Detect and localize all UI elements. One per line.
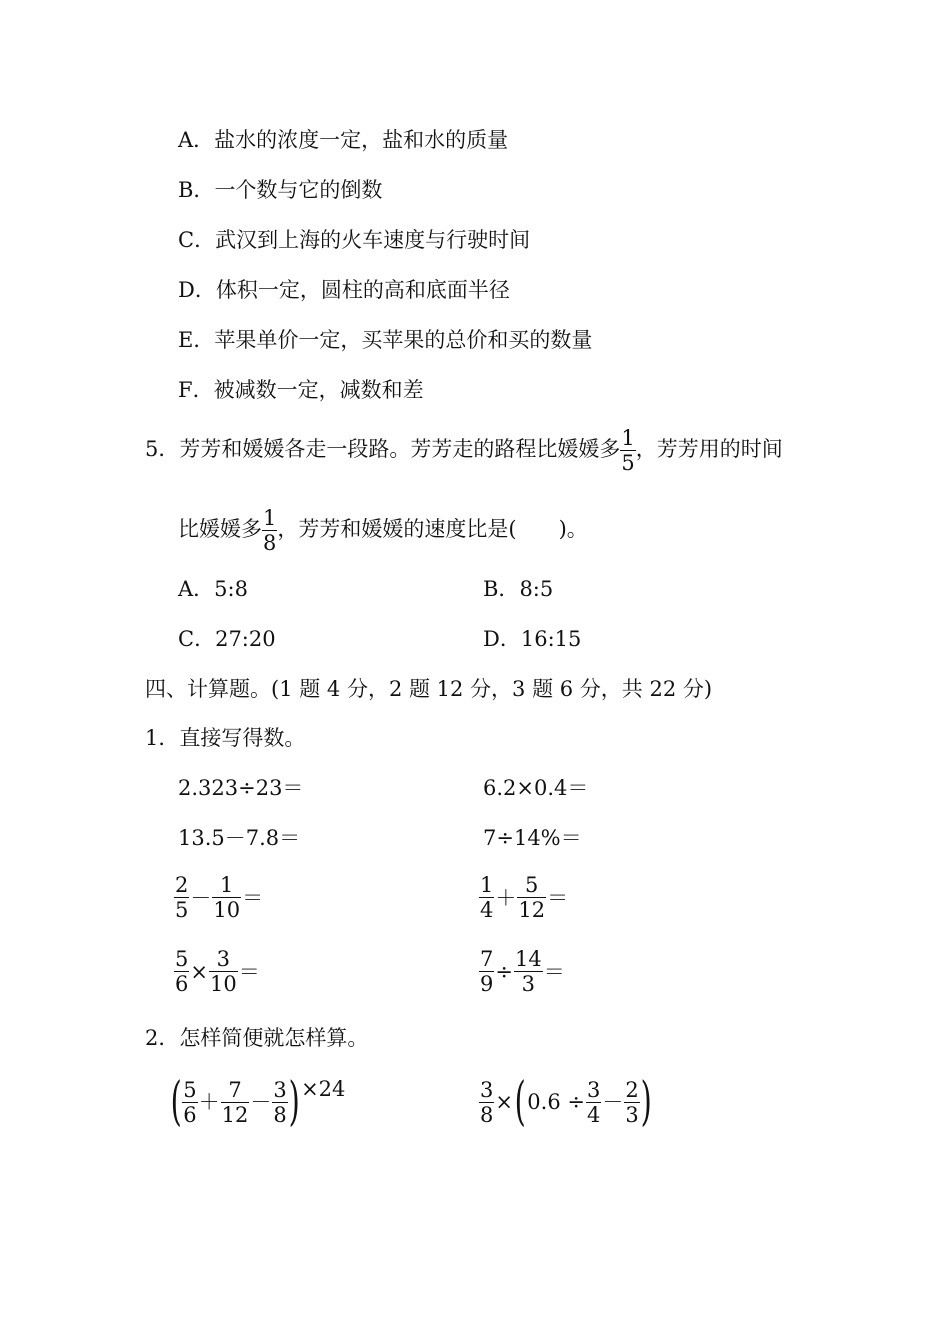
option-e: E．苹果单价一定，买苹果的总价和买的数量 [178,328,593,352]
q5-option-b: B．8:5 [483,577,554,601]
fraction: $\frac{1}{8}$ [263,506,277,555]
calc-item: 2.323÷23＝ [178,776,304,800]
question-5-line1: 5．芳芳和媛媛各走一段路。芳芳走的路程比媛媛多 $\frac{1}{5}$ ，芳芳用的时间 [145,426,783,475]
calc-fraction-item: $\frac{5}{6}$ × $\frac{3}{10}$ ＝ [175,947,260,996]
q5-option-a: A．5:8 [178,577,248,601]
option-d: D．体积一定，圆柱的高和底面半径 [178,278,510,302]
question-5-line2: 比媛媛多 $\frac{1}{8}$ ，芳芳和媛媛的速度比是( )。 [178,506,588,555]
calc-fraction-item: $\frac{7}{9}$ ÷ $\frac{14}{3}$ ＝ [480,947,565,996]
calc-item: 7÷14%＝ [483,826,582,850]
option-a: A．盐水的浓度一定，盐和水的质量 [178,128,509,152]
option-b: B．一个数与它的倒数 [178,178,383,202]
calc-item: 13.5－7.8＝ [178,826,301,850]
fraction: $\frac{1}{5}$ [621,426,635,475]
calc-fraction-item: $\frac{1}{4}$ ＋ $\frac{5}{12}$ ＝ [480,873,569,922]
option-f: F．被减数一定，减数和差 [178,378,424,402]
question-1-title: 1．直接写得数。 [145,726,306,750]
simplify-expression: ( $\frac{5}{6}$ ＋ $\frac{7}{12}$ － $\frac{3}{8}$ )×24 [170,1072,346,1132]
question-2-title: 2．怎样简便就怎样算。 [145,1026,369,1050]
q5-option-c: C．27:20 [178,627,276,651]
calc-item: 6.2×0.4＝ [483,776,589,800]
section-heading: 四、计算题。(1 题 4 分，2 题 12 分，3 题 6 分，共 22 分) [145,677,713,701]
simplify-expression: $\frac{3}{8}$ ×(0.6 ÷ $\frac{3}{4}$ － $\frac{2}{3}$ ) [480,1072,652,1132]
option-c: C．武汉到上海的火车速度与行驶时间 [178,228,531,252]
q5-option-d: D．16:15 [483,627,582,651]
calc-fraction-item: $\frac{2}{5}$ － $\frac{1}{10}$ ＝ [175,873,264,922]
